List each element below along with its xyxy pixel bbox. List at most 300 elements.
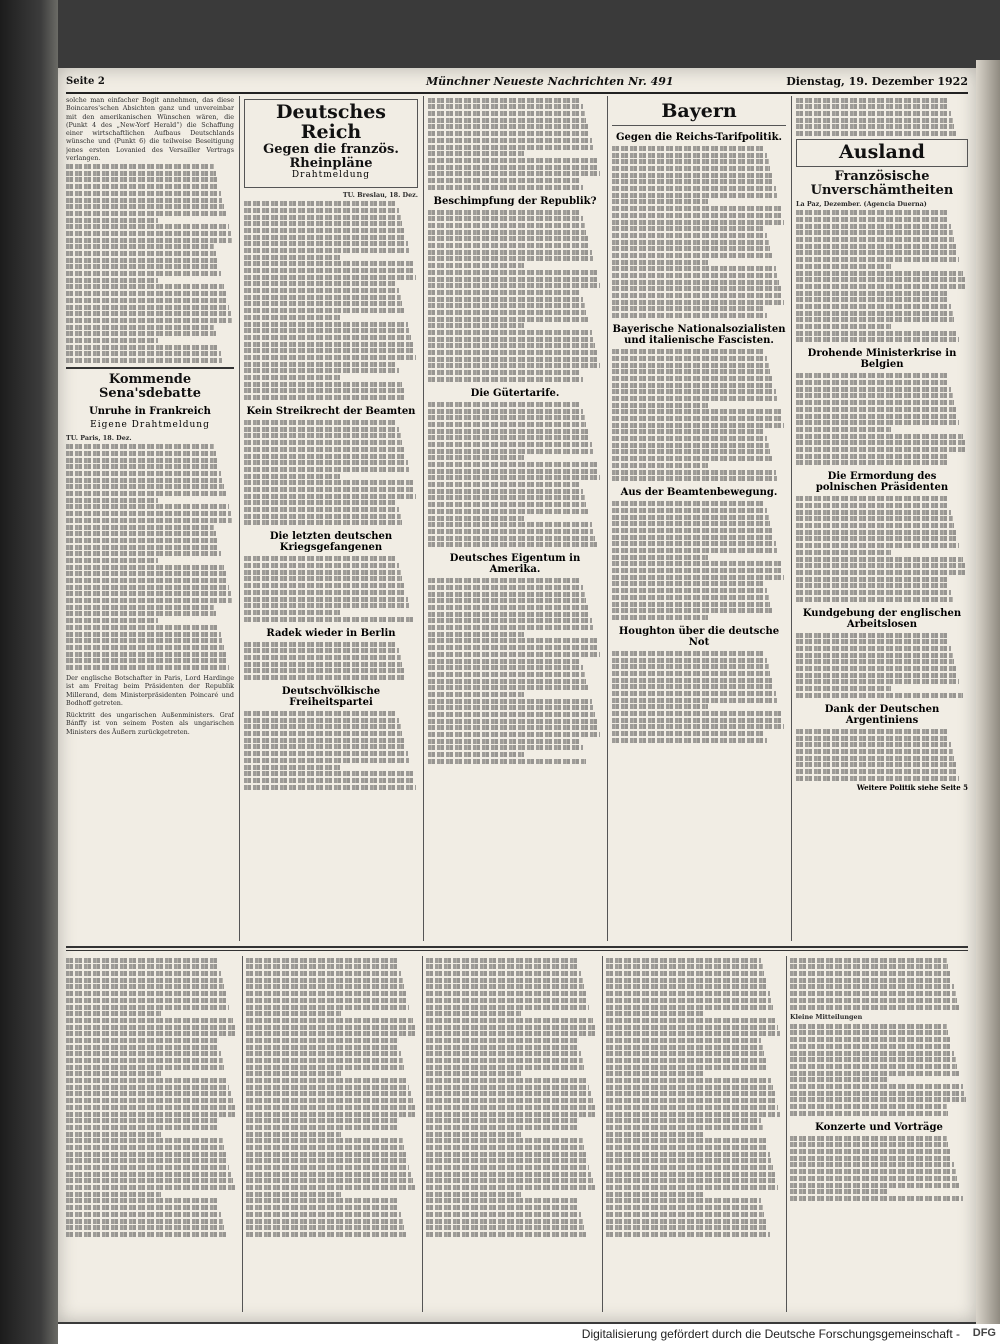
text-line bbox=[244, 388, 404, 393]
text-line bbox=[428, 409, 583, 414]
filler-text bbox=[612, 349, 786, 481]
text-line bbox=[244, 655, 401, 660]
text-line bbox=[66, 244, 214, 249]
text-line bbox=[612, 515, 769, 520]
text-line bbox=[66, 1005, 229, 1010]
text-line bbox=[796, 536, 958, 541]
text-line bbox=[790, 1149, 950, 1154]
text-line bbox=[612, 595, 769, 600]
text-line bbox=[606, 1078, 771, 1083]
text-line bbox=[244, 570, 401, 575]
text-line bbox=[66, 1025, 235, 1030]
text-line bbox=[428, 585, 583, 590]
text-line bbox=[796, 131, 956, 136]
text-line bbox=[246, 978, 403, 983]
text-line bbox=[66, 625, 219, 630]
text-line bbox=[244, 382, 402, 387]
text-line bbox=[612, 651, 765, 656]
text-line bbox=[612, 383, 774, 388]
feuilleton-col-2 bbox=[246, 956, 418, 1312]
text-line bbox=[796, 510, 951, 515]
text-line bbox=[612, 508, 767, 513]
text-line bbox=[612, 575, 784, 580]
subheading: Drohende Ministerkrise in Belgien bbox=[807, 348, 957, 371]
text-line bbox=[790, 1183, 959, 1188]
text-line bbox=[426, 1198, 577, 1203]
text-line bbox=[612, 273, 777, 278]
text-line bbox=[606, 1192, 703, 1197]
text-line bbox=[244, 420, 397, 425]
text-line bbox=[426, 998, 588, 1003]
text-line bbox=[244, 744, 406, 749]
dfg-logo: DFG bbox=[972, 1327, 996, 1339]
text-line bbox=[612, 286, 781, 291]
text-line bbox=[606, 984, 768, 989]
text-line bbox=[796, 387, 951, 392]
text-line bbox=[606, 1071, 703, 1076]
text-line bbox=[66, 585, 229, 590]
filler-text bbox=[612, 146, 786, 318]
text-line bbox=[790, 1156, 952, 1161]
text-line bbox=[428, 236, 588, 241]
text-line bbox=[426, 958, 577, 963]
text-line bbox=[66, 1185, 235, 1190]
text-line bbox=[428, 442, 592, 447]
text-line bbox=[612, 449, 770, 454]
text-line bbox=[244, 576, 402, 581]
text-line bbox=[66, 632, 221, 637]
text-line bbox=[66, 978, 223, 983]
text-line bbox=[426, 1165, 589, 1170]
text-line bbox=[606, 1038, 761, 1043]
text-line bbox=[244, 724, 401, 729]
text-line bbox=[244, 348, 415, 353]
text-line bbox=[796, 673, 958, 678]
text-line bbox=[612, 671, 770, 676]
text-line bbox=[428, 290, 581, 295]
text-line bbox=[244, 778, 415, 783]
text-line bbox=[426, 1192, 521, 1197]
text-line bbox=[244, 241, 408, 246]
section-subtitle: Unruhe in Frankreich bbox=[89, 406, 211, 418]
text-line bbox=[66, 1018, 233, 1023]
text-line bbox=[612, 253, 772, 258]
text-line bbox=[612, 416, 783, 421]
text-line bbox=[244, 751, 408, 756]
text-line bbox=[612, 233, 767, 238]
text-line bbox=[796, 224, 951, 229]
text-line bbox=[244, 617, 413, 622]
text-line bbox=[246, 1005, 409, 1010]
text-line bbox=[426, 1005, 589, 1010]
text-line bbox=[244, 731, 402, 736]
text-line bbox=[244, 355, 416, 360]
text-line bbox=[606, 1018, 777, 1023]
text-line bbox=[244, 308, 404, 313]
text-line bbox=[796, 570, 966, 575]
text-line bbox=[244, 261, 413, 266]
text-line bbox=[612, 193, 777, 198]
text-line bbox=[606, 1125, 763, 1130]
text-line bbox=[428, 277, 599, 282]
feuilleton-col-5 bbox=[790, 956, 968, 1312]
text-line bbox=[796, 659, 954, 664]
text-line bbox=[428, 363, 600, 368]
filler-text bbox=[428, 98, 602, 190]
text-line bbox=[790, 1111, 948, 1116]
text-line bbox=[426, 1105, 595, 1110]
text-line bbox=[66, 325, 214, 330]
text-line bbox=[66, 318, 232, 323]
article-lead: solche man einfacher Bogit annehmen, das diese Boincares'schen Absichten ganz und unvereinbar mit den amerikanischen Wünschen wären, die (Punkt 4 des „New-Yorf Herald“) die Schaffung einer wirtschaftlichen Aufbaus Deutschlands wünsche und (Punkt 6) die teilweise Beseitigung jenes ersten Lovanied des Versailler Vertrags verlangen. bbox=[66, 96, 234, 163]
text-line bbox=[66, 1205, 219, 1210]
text-line bbox=[612, 300, 784, 305]
text-line bbox=[790, 1091, 964, 1096]
text-line bbox=[66, 1045, 219, 1050]
filler-text bbox=[244, 420, 418, 525]
text-line bbox=[246, 1158, 408, 1163]
text-line bbox=[428, 612, 590, 617]
text-line bbox=[428, 605, 588, 610]
text-line bbox=[66, 311, 231, 316]
subheading: Die Gütertarife. bbox=[470, 387, 560, 399]
text-line bbox=[66, 1152, 226, 1157]
text-line bbox=[244, 738, 404, 743]
text-line bbox=[428, 449, 593, 454]
text-line bbox=[246, 964, 399, 969]
text-line bbox=[612, 396, 777, 401]
text-line bbox=[796, 324, 891, 329]
text-line bbox=[612, 363, 769, 368]
column-2 bbox=[244, 96, 418, 941]
text-line bbox=[796, 460, 949, 465]
subheading: Gegen die Reichs-Tarifpolitik. bbox=[615, 131, 783, 143]
text-line bbox=[66, 338, 158, 343]
text-line bbox=[428, 509, 588, 514]
text-line bbox=[66, 1118, 217, 1123]
text-line bbox=[428, 256, 593, 261]
section-heading: Deutsches Reich bbox=[275, 101, 387, 143]
text-line bbox=[606, 1065, 768, 1070]
text-line bbox=[606, 1058, 766, 1063]
text-line bbox=[606, 1105, 778, 1110]
text-line bbox=[428, 178, 581, 183]
text-line bbox=[606, 991, 770, 996]
text-line bbox=[790, 1030, 948, 1035]
notice: Rücktritt des ungarischen Außenministers. Graf Bánffy ist von seinem Posten als ungarischen Ministers des Äußern zurückgetreten. bbox=[66, 711, 234, 736]
text-line bbox=[796, 516, 953, 521]
text-line bbox=[66, 345, 219, 350]
text-line bbox=[244, 603, 409, 608]
text-line bbox=[244, 454, 406, 459]
text-line bbox=[426, 964, 579, 969]
text-line bbox=[796, 633, 947, 638]
text-line bbox=[428, 699, 592, 704]
text-line bbox=[66, 258, 217, 263]
text-line bbox=[612, 409, 781, 414]
text-line bbox=[790, 1176, 957, 1181]
text-line bbox=[428, 455, 524, 460]
text-line bbox=[66, 971, 221, 976]
text-line bbox=[244, 301, 402, 306]
text-line bbox=[426, 1185, 595, 1190]
text-line bbox=[428, 124, 588, 129]
text-line bbox=[426, 1219, 583, 1224]
text-line bbox=[246, 1031, 416, 1036]
text-line bbox=[606, 1098, 777, 1103]
text-line bbox=[246, 1165, 409, 1170]
text-line bbox=[66, 198, 222, 203]
text-line bbox=[244, 228, 404, 233]
text-line bbox=[612, 698, 777, 703]
text-line bbox=[428, 111, 585, 116]
text-line bbox=[66, 1071, 161, 1076]
text-line bbox=[612, 528, 772, 533]
text-line bbox=[612, 306, 765, 311]
text-line bbox=[612, 658, 767, 663]
text-line bbox=[244, 221, 402, 226]
text-line bbox=[246, 1078, 408, 1083]
text-line bbox=[612, 179, 774, 184]
text-line bbox=[796, 337, 959, 342]
text-line bbox=[66, 1212, 221, 1217]
text-line bbox=[428, 482, 581, 487]
text-line bbox=[246, 1085, 409, 1090]
text-line bbox=[244, 342, 413, 347]
text-line bbox=[428, 685, 588, 690]
text-line bbox=[428, 578, 581, 583]
text-line bbox=[428, 502, 586, 507]
text-line bbox=[612, 313, 767, 318]
text-line bbox=[244, 375, 340, 380]
text-line bbox=[612, 293, 783, 298]
text-line bbox=[612, 684, 774, 689]
section-wire: Eigene Drahtmeldung bbox=[90, 420, 210, 431]
text-line bbox=[244, 648, 399, 653]
footer-credit: Digitalisierung gefördert durch die Deutsche Forschungsgemeinschaft - bbox=[581, 1327, 960, 1341]
text-line bbox=[796, 244, 956, 249]
text-line bbox=[426, 1125, 579, 1130]
text-line bbox=[796, 736, 949, 741]
text-line bbox=[428, 357, 599, 362]
text-line bbox=[66, 171, 216, 176]
text-line bbox=[790, 1104, 947, 1109]
text-line bbox=[428, 210, 581, 215]
text-line bbox=[426, 1145, 584, 1150]
text-line bbox=[796, 666, 956, 671]
text-line bbox=[790, 1097, 966, 1102]
text-line bbox=[796, 440, 965, 445]
feuilleton-col-3 bbox=[426, 956, 598, 1312]
filler-text bbox=[796, 633, 968, 698]
text-line bbox=[66, 451, 216, 456]
text-line bbox=[790, 1142, 948, 1147]
section-title: Kommende Sena'sdebatte bbox=[99, 372, 201, 401]
text-line bbox=[796, 291, 947, 296]
text-line bbox=[428, 337, 593, 342]
newspaper-page bbox=[58, 68, 976, 1322]
text-line bbox=[428, 679, 586, 684]
text-line bbox=[66, 991, 226, 996]
text-line bbox=[428, 104, 583, 109]
text-line bbox=[66, 984, 224, 989]
text-line bbox=[426, 1138, 583, 1143]
text-line bbox=[428, 317, 588, 322]
text-line bbox=[790, 991, 956, 996]
text-line bbox=[426, 1098, 593, 1103]
text-line bbox=[244, 460, 408, 465]
text-line bbox=[606, 958, 761, 963]
subheading: Kleine Mitteilungen bbox=[790, 1012, 863, 1021]
text-line bbox=[244, 718, 399, 723]
text-line bbox=[66, 164, 214, 169]
text-line bbox=[246, 1051, 401, 1056]
text-line bbox=[66, 558, 158, 563]
text-line bbox=[246, 991, 406, 996]
text-line bbox=[796, 646, 951, 651]
text-line bbox=[796, 311, 953, 316]
text-line bbox=[244, 440, 402, 445]
text-line bbox=[246, 1205, 399, 1210]
text-line bbox=[428, 475, 600, 480]
text-line bbox=[66, 478, 222, 483]
text-line bbox=[796, 400, 954, 405]
filler-text bbox=[428, 402, 602, 547]
text-line bbox=[426, 1011, 521, 1016]
text-line bbox=[244, 362, 397, 367]
text-line bbox=[796, 583, 949, 588]
text-line bbox=[612, 246, 770, 251]
text-line bbox=[428, 672, 585, 677]
text-line bbox=[66, 504, 229, 509]
text-line bbox=[612, 664, 769, 669]
text-line bbox=[612, 186, 776, 191]
text-line bbox=[426, 978, 583, 983]
text-line bbox=[606, 1085, 773, 1090]
text-line bbox=[612, 731, 765, 736]
text-line bbox=[790, 1071, 959, 1076]
text-line bbox=[612, 724, 784, 729]
text-line bbox=[426, 1132, 521, 1137]
text-line bbox=[612, 718, 783, 723]
text-line bbox=[66, 565, 224, 570]
text-line bbox=[244, 563, 399, 568]
text-line bbox=[606, 1152, 770, 1157]
text-line bbox=[790, 1057, 956, 1062]
text-line bbox=[796, 749, 953, 754]
text-line bbox=[428, 705, 593, 710]
text-line bbox=[796, 250, 958, 255]
text-line bbox=[428, 752, 524, 757]
text-line bbox=[66, 551, 221, 556]
text-line bbox=[606, 1219, 766, 1224]
text-line bbox=[428, 350, 597, 355]
section-heading: Bayern bbox=[661, 100, 737, 122]
text-line bbox=[244, 215, 401, 220]
text-line bbox=[66, 1165, 229, 1170]
text-line bbox=[606, 1091, 775, 1096]
text-line bbox=[612, 206, 781, 211]
text-line bbox=[612, 602, 770, 607]
text-line bbox=[66, 464, 219, 469]
text-line bbox=[246, 984, 404, 989]
text-line bbox=[66, 1031, 236, 1036]
text-line bbox=[244, 288, 399, 293]
text-line bbox=[796, 597, 953, 602]
text-line bbox=[66, 638, 222, 643]
text-line bbox=[796, 762, 956, 767]
text-line bbox=[428, 250, 592, 255]
text-line bbox=[244, 514, 401, 519]
text-line bbox=[428, 223, 585, 228]
text-line bbox=[612, 159, 769, 164]
text-line bbox=[612, 588, 767, 593]
text-line bbox=[66, 518, 232, 523]
text-line bbox=[426, 1118, 577, 1123]
text-line bbox=[66, 1132, 161, 1137]
text-line bbox=[612, 376, 772, 381]
text-line bbox=[244, 335, 411, 340]
text-line bbox=[612, 476, 777, 481]
filler-text bbox=[428, 210, 602, 382]
text-line bbox=[66, 511, 231, 516]
text-line bbox=[66, 458, 217, 463]
text-line bbox=[246, 1025, 415, 1030]
text-line bbox=[428, 283, 600, 288]
text-line bbox=[796, 769, 958, 774]
text-line bbox=[790, 998, 957, 1003]
text-line bbox=[612, 581, 765, 586]
text-line bbox=[428, 138, 592, 143]
text-line bbox=[612, 389, 776, 394]
text-line bbox=[606, 1158, 771, 1163]
text-line bbox=[606, 1118, 761, 1123]
text-line bbox=[606, 1051, 764, 1056]
text-line bbox=[428, 145, 593, 150]
text-line bbox=[790, 1162, 954, 1167]
text-line bbox=[246, 1152, 406, 1157]
text-line bbox=[612, 153, 767, 158]
text-line bbox=[612, 166, 770, 171]
text-line bbox=[796, 373, 947, 378]
text-line bbox=[790, 971, 950, 976]
text-line bbox=[246, 1058, 403, 1063]
text-line bbox=[606, 1198, 761, 1203]
filler-text bbox=[612, 651, 786, 743]
text-line bbox=[796, 653, 953, 658]
text-line bbox=[66, 1011, 161, 1016]
text-line bbox=[612, 678, 772, 683]
subheading: Kundgebung der englischen Arbeitslosen bbox=[802, 607, 962, 630]
text-line bbox=[244, 295, 401, 300]
text-line bbox=[244, 275, 416, 280]
text-line bbox=[66, 1138, 223, 1143]
filler-text bbox=[66, 444, 234, 670]
text-line bbox=[428, 592, 585, 597]
text-line bbox=[428, 165, 599, 170]
text-line bbox=[790, 984, 954, 989]
text-line bbox=[612, 691, 776, 696]
filler-text bbox=[796, 729, 968, 781]
text-line bbox=[426, 1212, 581, 1217]
text-line bbox=[66, 658, 227, 663]
text-line bbox=[790, 1169, 956, 1174]
feuilleton-col-1 bbox=[66, 956, 238, 1312]
text-line bbox=[66, 1232, 226, 1237]
text-line bbox=[246, 1178, 413, 1183]
text-line bbox=[606, 1145, 768, 1150]
text-line bbox=[606, 1172, 775, 1177]
